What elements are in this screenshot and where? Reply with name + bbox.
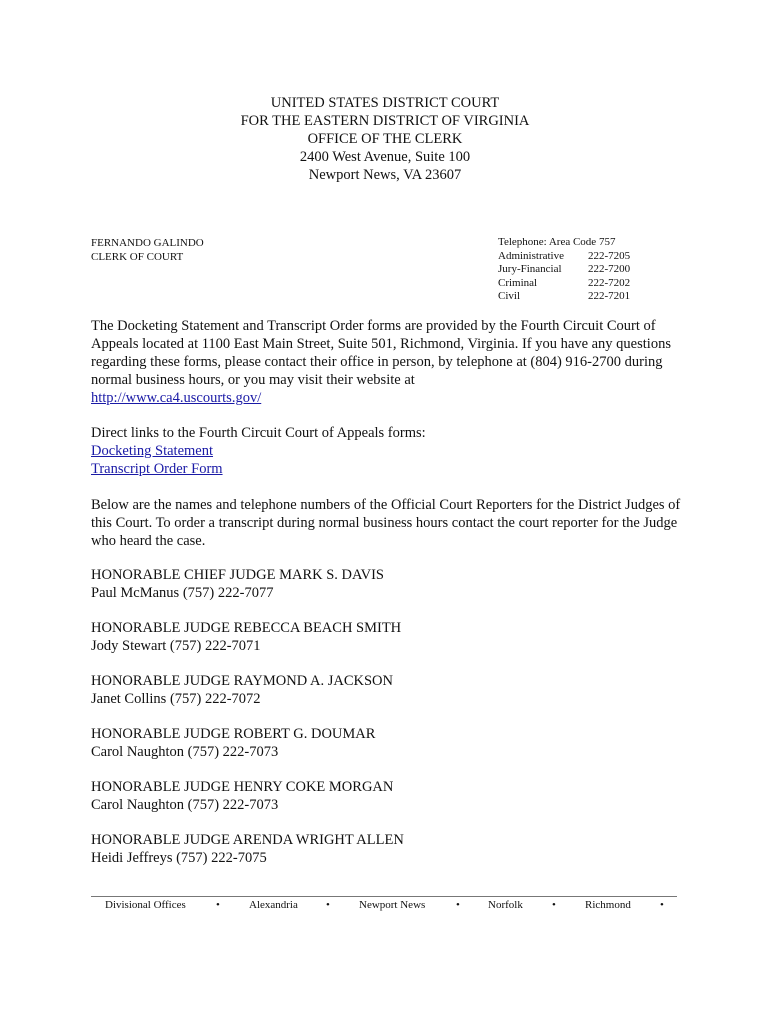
court-name: UNITED STATES DISTRICT COURT bbox=[270, 95, 500, 111]
footer-item: Divisional Offices bbox=[105, 899, 186, 911]
forms-heading: Direct links to the Fourth Circuit Court of Appeals forms: bbox=[91, 425, 426, 441]
footer-bullet: • bbox=[326, 899, 330, 911]
reporter-contact: Paul McManus (757) 222-7077 bbox=[91, 585, 274, 601]
forms-section bbox=[91, 424, 691, 478]
list-item bbox=[91, 778, 691, 814]
phone-label: Civil bbox=[498, 290, 521, 302]
transcript-order-form-link[interactable]: Transcript Order Form bbox=[91, 461, 223, 477]
phone-number: 222-7201 bbox=[588, 290, 631, 302]
address-street: 2400 West Avenue, Suite 100 bbox=[299, 149, 471, 165]
docketing-statement-link[interactable]: Docketing Statement bbox=[91, 443, 214, 459]
judge-name: HONORABLE JUDGE ROBERT G. DOUMAR bbox=[91, 726, 376, 742]
intro-paragraph bbox=[91, 317, 691, 407]
letterhead bbox=[0, 94, 770, 184]
judge-name: HONORABLE JUDGE REBECCA BEACH SMITH bbox=[91, 620, 402, 636]
phone-number: 222-7205 bbox=[588, 249, 631, 262]
district-name: FOR THE EASTERN DISTRICT OF VIRGINIA bbox=[240, 113, 530, 129]
phone-row bbox=[498, 277, 630, 291]
footer-bullet: • bbox=[552, 899, 556, 911]
phone-heading: Telephone: Area Code 757 bbox=[498, 236, 616, 248]
website-link[interactable]: http://www.ca4.uscourts.gov/ bbox=[91, 390, 262, 406]
judge-name: HONORABLE JUDGE ARENDA WRIGHT ALLEN bbox=[91, 832, 404, 848]
phone-label: Criminal bbox=[498, 276, 538, 289]
judge-name: HONORABLE JUDGE HENRY COKE MORGAN bbox=[91, 779, 394, 795]
footer-divider bbox=[91, 896, 677, 897]
phone-label: Administrative bbox=[498, 249, 564, 262]
list-item bbox=[91, 619, 691, 655]
intro-text: The Docketing Statement and Transcript Order forms are provided by the Fourth Circuit Court of Appeals located at 1100 East Main Street, Suite 501, Richmond, Virginia. If you have any questions regarding these forms, please contact their office in person, by telephone at (804) 916-2700 during normal business hours, or you may visit their website at bbox=[91, 318, 671, 388]
clerk-name: FERNANDO GALINDO bbox=[91, 237, 204, 249]
address-city: Newport News, VA 23607 bbox=[308, 167, 462, 183]
footer-bullet: • bbox=[456, 899, 460, 911]
footer-item: Newport News bbox=[359, 899, 426, 911]
phone-directory bbox=[498, 236, 630, 304]
clerk-block bbox=[91, 236, 204, 264]
phone-number: 222-7200 bbox=[588, 263, 631, 275]
list-item bbox=[91, 725, 691, 761]
phone-row bbox=[498, 250, 630, 264]
judges-list bbox=[91, 566, 691, 884]
judge-name: HONORABLE CHIEF JUDGE MARK S. DAVIS bbox=[91, 567, 384, 583]
phone-number: 222-7202 bbox=[588, 276, 631, 289]
reporter-contact: Jody Stewart (757) 222-7071 bbox=[91, 638, 261, 654]
footer-bullet: • bbox=[216, 899, 220, 911]
list-item bbox=[91, 672, 691, 708]
list-item bbox=[91, 831, 691, 867]
clerk-title: CLERK OF COURT bbox=[91, 251, 184, 263]
office-name: OFFICE OF THE CLERK bbox=[307, 131, 463, 147]
phone-label: Jury-Financial bbox=[498, 263, 562, 275]
reporter-contact: Carol Naughton (757) 222-7073 bbox=[91, 797, 279, 813]
list-item bbox=[91, 566, 691, 602]
footer-bullet: • bbox=[660, 899, 664, 911]
reporter-contact: Janet Collins (757) 222-7072 bbox=[91, 691, 261, 707]
judge-name: HONORABLE JUDGE RAYMOND A. JACKSON bbox=[91, 673, 393, 689]
reporter-contact: Carol Naughton (757) 222-7073 bbox=[91, 744, 279, 760]
reporter-contact: Heidi Jeffreys (757) 222-7075 bbox=[91, 850, 267, 866]
reporters-intro: Below are the names and telephone numbers of the Official Court Reporters for the District Judges of this Court. To order a transcript during normal business hours contact the court reporter for the Judge who heard the case. bbox=[91, 497, 681, 549]
footer-item: Richmond bbox=[585, 899, 631, 911]
footer-item: Alexandria bbox=[249, 899, 298, 911]
footer-item: Norfolk bbox=[488, 899, 523, 911]
phone-row bbox=[498, 290, 630, 304]
phone-row bbox=[498, 263, 630, 277]
